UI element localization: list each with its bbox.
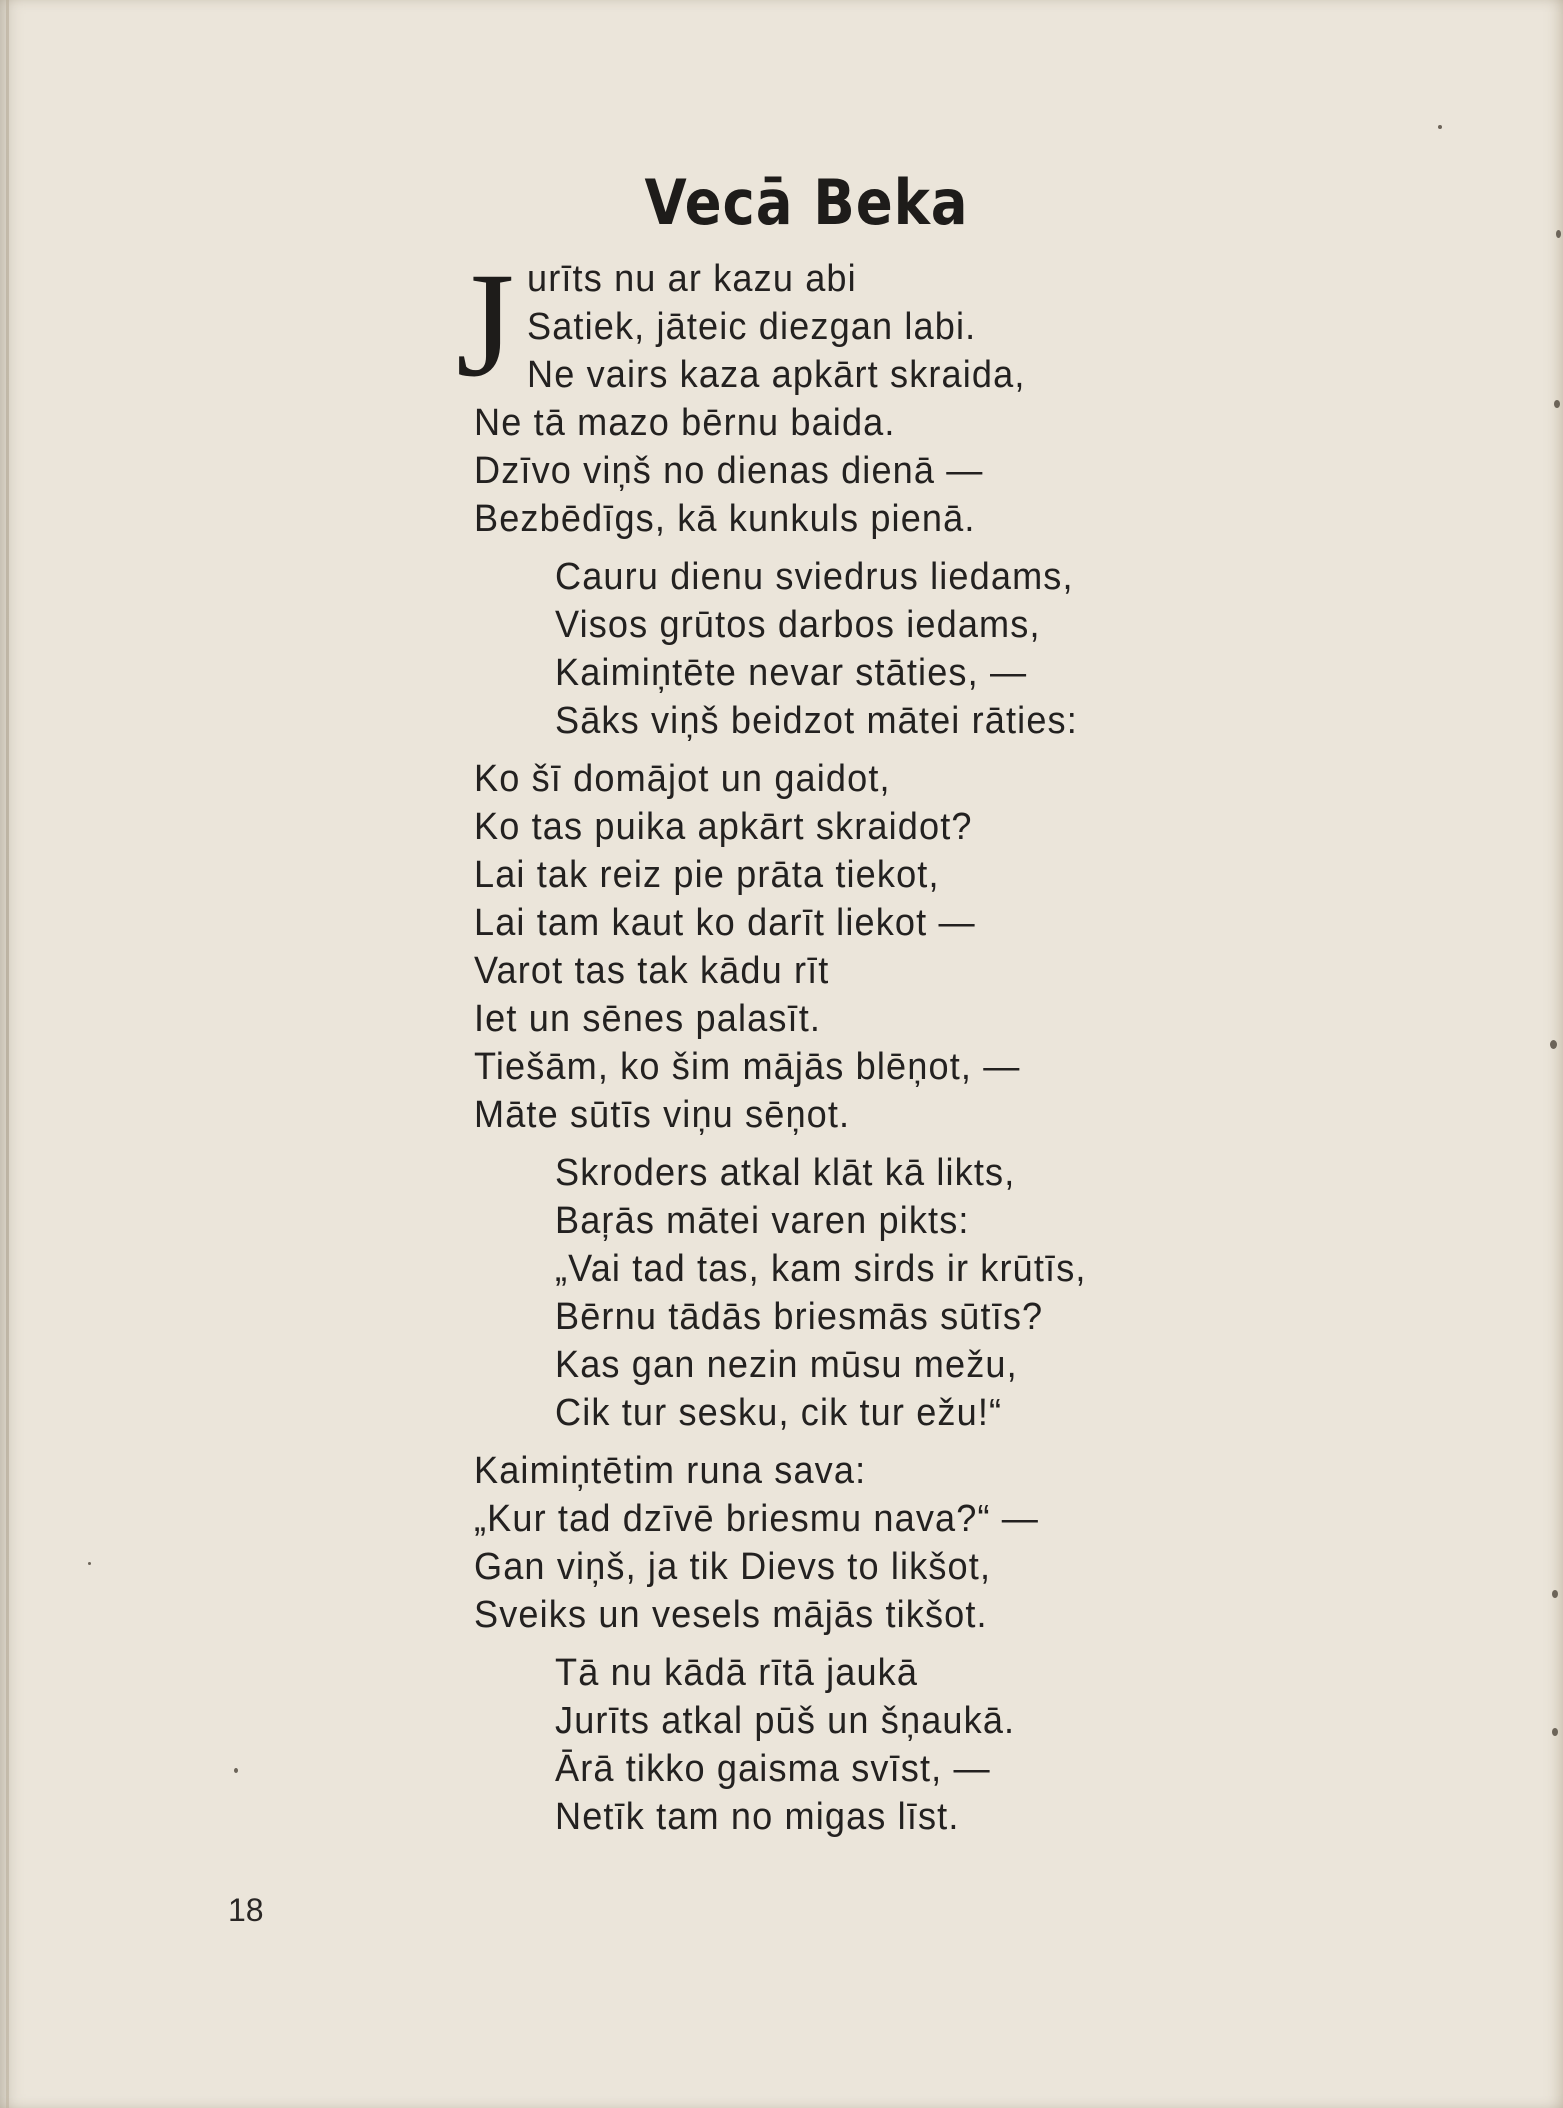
poem-line: Cik tur sesku, cik tur ežu!“ [555, 1392, 1003, 1434]
poem-line: Jurīts atkal pūš un šņaukā. [555, 1700, 1016, 1742]
poem-line: Skroders atkal klāt kā likts, [555, 1152, 1016, 1194]
poem-line: Satiek, jāteic diezgan labi. [527, 306, 977, 348]
poem-line: Bezbēdīgs, kā kunkuls pienā. [474, 498, 976, 540]
poem-line: Tā nu kādā rītā jaukā [555, 1652, 919, 1694]
poem-line: „Vai tad tas, kam sirds ir krūtīs, [555, 1248, 1087, 1290]
poem-line: Ko tas puika apkārt skraidot? [474, 806, 973, 848]
poem-line: urīts nu ar kazu abi [527, 258, 857, 300]
poem-line: Lai tak reiz pie prāta tiekot, [474, 854, 940, 896]
poem-line: Iet un sēnes palasīt. [474, 998, 822, 1040]
poem-line: Kaimiņtēte nevar stāties, — [555, 652, 1028, 694]
paper-speck [1438, 125, 1442, 129]
poem-line: Sāks viņš beidzot mātei rāties: [555, 700, 1078, 742]
poem-line: Cauru dienu sviedrus liedams, [555, 556, 1074, 598]
poem-line: Lai tam kaut ko darīt liekot — [474, 902, 976, 944]
paper-speck [1552, 1728, 1558, 1736]
page-binding-edge [6, 0, 9, 2108]
poem-line: Dzīvo viņš no dienas dienā — [474, 450, 984, 492]
poem-title: Vecā Beka [644, 166, 969, 239]
poem-line: Sveiks un vesels mājās tikšot. [474, 1594, 988, 1636]
poem-line: „Kur tad dzīvē briesmu nava?“ — [474, 1498, 1040, 1540]
poem-line: Kas gan nezin mūsu mežu, [555, 1344, 1018, 1386]
drop-cap-initial: J [456, 242, 515, 408]
paper-speck [1554, 400, 1560, 408]
paper-speck [1550, 1040, 1557, 1049]
page-number: 18 [228, 1892, 264, 1928]
paper-speck [234, 1768, 238, 1773]
paper-speck [88, 1562, 91, 1565]
poem-line: Ko šī domājot un gaidot, [474, 758, 891, 800]
poem-line: Tiešām, ko šim mājās blēņot, — [474, 1046, 1021, 1088]
poem-line: Gan viņš, ja tik Dievs to likšot, [474, 1546, 992, 1588]
poem-line: Varot tas tak kādu rīt [474, 950, 830, 992]
poem-line: Bērnu tādās briesmās sūtīs? [555, 1296, 1044, 1338]
poem-line: Māte sūtīs viņu sēņot. [474, 1094, 851, 1136]
poem-line: Ārā tikko gaisma svīst, — [555, 1748, 991, 1790]
poem-line: Ne vairs kaza apkārt skraida, [527, 354, 1026, 396]
poem-line: Ne tā mazo bērnu baida. [474, 402, 896, 444]
poem-line: Netīk tam no migas līst. [555, 1796, 960, 1838]
paper-speck [1552, 1590, 1558, 1598]
poem-line: Visos grūtos darbos iedams, [555, 604, 1041, 646]
poem-line: Baŗās mātei varen pikts: [555, 1200, 970, 1242]
paper-speck [1556, 230, 1561, 238]
poem-line: Kaimiņtētim runa sava: [474, 1450, 867, 1492]
